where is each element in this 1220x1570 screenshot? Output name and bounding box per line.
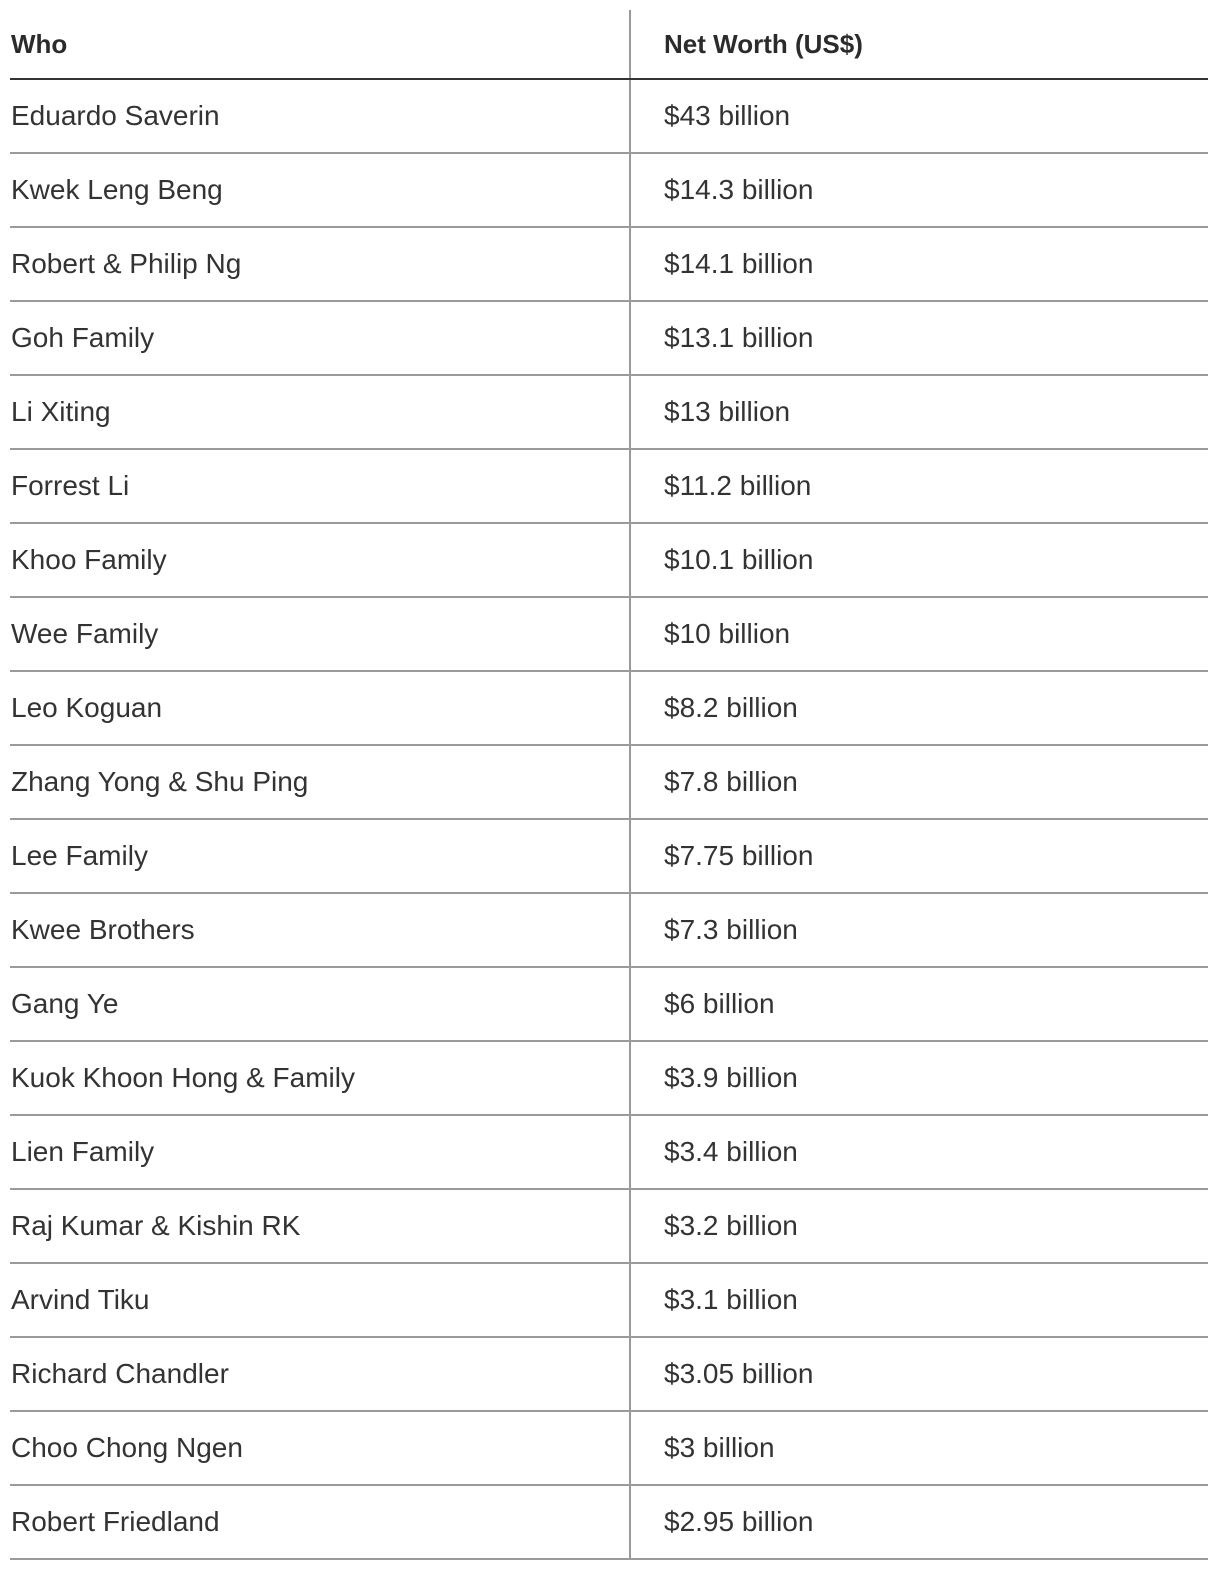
who-column-header: Who (10, 10, 630, 79)
net-worth-cell: $10 billion (630, 597, 1208, 671)
net-worth-cell: $3.2 billion (630, 1189, 1208, 1263)
table-row (10, 1189, 1208, 1263)
net-worth-cell: $43 billion (630, 79, 1208, 153)
net-worth-cell: $11.2 billion (630, 449, 1208, 523)
table-row (10, 1115, 1208, 1189)
person-name-cell: Li Xiting (10, 375, 630, 449)
table-row (10, 893, 1208, 967)
person-name-cell: Leo Koguan (10, 671, 630, 745)
person-name-cell: Khoo Family (10, 523, 630, 597)
table-row (10, 1337, 1208, 1411)
net-worth-cell: $10.1 billion (630, 523, 1208, 597)
person-name-cell: Robert & Philip Ng (10, 227, 630, 301)
table-row (10, 967, 1208, 1041)
table-row (10, 1485, 1208, 1559)
net-worth-column-header: Net Worth (US$) (630, 10, 1208, 79)
net-worth-cell: $14.3 billion (630, 153, 1208, 227)
net-worth-cell: $3.05 billion (630, 1337, 1208, 1411)
person-name-cell: Wee Family (10, 597, 630, 671)
table-row (10, 79, 1208, 153)
table-row (10, 1041, 1208, 1115)
net-worth-cell: $13.1 billion (630, 301, 1208, 375)
table-row (10, 745, 1208, 819)
table-row (10, 1263, 1208, 1337)
person-name-cell: Goh Family (10, 301, 630, 375)
person-name-cell: Eduardo Saverin (10, 79, 630, 153)
net-worth-cell: $7.8 billion (630, 745, 1208, 819)
person-name-cell: Zhang Yong & Shu Ping (10, 745, 630, 819)
table-row (10, 523, 1208, 597)
net-worth-cell: $6 billion (630, 967, 1208, 1041)
table-row (10, 597, 1208, 671)
net-worth-cell: $3 billion (630, 1411, 1208, 1485)
person-name-cell: Robert Friedland (10, 1485, 630, 1559)
table-header (10, 10, 1208, 79)
person-name-cell: Kwee Brothers (10, 893, 630, 967)
table-body (10, 79, 1208, 1559)
person-name-cell: Forrest Li (10, 449, 630, 523)
table-row (10, 671, 1208, 745)
table-row (10, 375, 1208, 449)
table-row (10, 449, 1208, 523)
person-name-cell: Arvind Tiku (10, 1263, 630, 1337)
table-row (10, 227, 1208, 301)
person-name-cell: Choo Chong Ngen (10, 1411, 630, 1485)
net-worth-cell: $3.9 billion (630, 1041, 1208, 1115)
table-row (10, 1411, 1208, 1485)
table-row (10, 153, 1208, 227)
person-name-cell: Richard Chandler (10, 1337, 630, 1411)
net-worth-cell: $14.1 billion (630, 227, 1208, 301)
table-row (10, 819, 1208, 893)
net-worth-cell: $3.1 billion (630, 1263, 1208, 1337)
person-name-cell: Gang Ye (10, 967, 630, 1041)
net-worth-cell: $2.95 billion (630, 1485, 1208, 1559)
person-name-cell: Lien Family (10, 1115, 630, 1189)
net-worth-cell: $7.3 billion (630, 893, 1208, 967)
net-worth-cell: $8.2 billion (630, 671, 1208, 745)
net-worth-table (10, 10, 1208, 1560)
header-row (10, 10, 1208, 79)
person-name-cell: Kwek Leng Beng (10, 153, 630, 227)
net-worth-cell: $3.4 billion (630, 1115, 1208, 1189)
table-row (10, 301, 1208, 375)
person-name-cell: Raj Kumar & Kishin RK (10, 1189, 630, 1263)
person-name-cell: Kuok Khoon Hong & Family (10, 1041, 630, 1115)
net-worth-cell: $7.75 billion (630, 819, 1208, 893)
net-worth-cell: $13 billion (630, 375, 1208, 449)
person-name-cell: Lee Family (10, 819, 630, 893)
